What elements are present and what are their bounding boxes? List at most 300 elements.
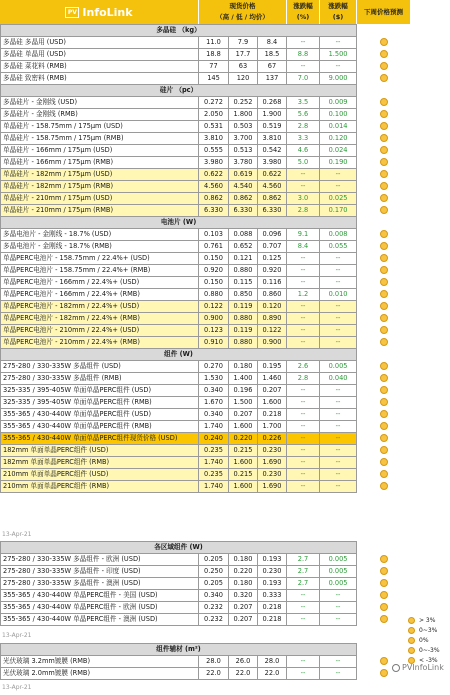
table-row — [1, 457, 411, 469]
forecast-emoji-icon — [380, 314, 388, 322]
cell-l: 0.088 — [229, 229, 258, 241]
cell-a: 18.5 — [258, 49, 287, 61]
section-title: 硅片 （pc） — [1, 85, 357, 97]
forecast-emoji-icon — [380, 38, 388, 46]
logo-text: InfoLink — [82, 5, 133, 19]
section-header — [1, 85, 411, 97]
cell-name: 单晶硅片 - 166mm / 175μm (RMB) — [1, 157, 199, 169]
section-title: 组件 (W) — [1, 349, 357, 361]
cell-d: -- — [320, 181, 357, 193]
cell-d: -- — [320, 481, 357, 493]
cell-name: 单晶PERC电池片 - 158.75mm / 22.4%+ (RMB) — [1, 265, 199, 277]
cell-a: 0.193 — [258, 554, 287, 566]
cell-name: 多晶硅 致密料 (RMB) — [1, 73, 199, 85]
cell-l: 7.9 — [229, 37, 258, 49]
date-label: 13-Apr-21 — [2, 632, 32, 639]
cell-name: 多晶硅片 - 金刚线 (USD) — [1, 97, 199, 109]
table-row — [1, 109, 411, 121]
cell-p: 2.7 — [287, 578, 320, 590]
price-column-header — [198, 0, 286, 24]
cell-a: 3.980 — [258, 157, 287, 169]
cell-l: 0.207 — [229, 614, 258, 626]
cell-d: -- — [320, 61, 357, 73]
cell-name: 单晶PERC电池片 - 182mm / 22.4%+ (RMB) — [1, 313, 199, 325]
cell-l: 1.600 — [229, 457, 258, 469]
forecast-emoji-icon — [380, 398, 388, 406]
cell-h: 145 — [199, 73, 229, 85]
forecast-emoji-icon — [380, 74, 388, 82]
section-title: 组件辅材 (m²) — [1, 644, 357, 656]
cell-a: 67 — [258, 61, 287, 73]
cell-a: 0.193 — [258, 578, 287, 590]
cell-p: 3.0 — [287, 193, 320, 205]
table-row — [1, 61, 411, 73]
cell-p: 2.8 — [287, 373, 320, 385]
cell-name: 多晶硅 菜花料 (RMB) — [1, 61, 199, 73]
cell-p: -- — [287, 409, 320, 421]
forecast-emoji-icon — [380, 134, 388, 142]
legend-label: > 3% — [419, 616, 436, 624]
legend-label: 0~-3% — [419, 646, 440, 654]
table-row — [1, 97, 411, 109]
table-row — [1, 421, 411, 433]
cell-d: -- — [320, 397, 357, 409]
table-row — [1, 590, 411, 602]
cell-d: -- — [320, 445, 357, 457]
table-row — [1, 373, 411, 385]
forecast-emoji-icon — [380, 362, 388, 370]
cell-h: 0.235 — [199, 445, 229, 457]
cell-d: 0.008 — [320, 229, 357, 241]
cell-d: 0.005 — [320, 554, 357, 566]
cell-h: 0.122 — [199, 301, 229, 313]
cell-d: -- — [320, 457, 357, 469]
table-row — [1, 602, 411, 614]
cell-p: 7.0 — [287, 73, 320, 85]
cell-p: -- — [287, 457, 320, 469]
price-header-label: 现货价格 — [229, 2, 256, 10]
cell-p: -- — [287, 301, 320, 313]
cell-p: -- — [287, 181, 320, 193]
cell-l: 0.880 — [229, 265, 258, 277]
cell-name: 210mm 单面单晶PERC组件 (RMB) — [1, 481, 199, 493]
cell-name: 多晶电池片 - 金刚线 - 18.7% (USD) — [1, 229, 199, 241]
cell-a: 1.690 — [258, 457, 287, 469]
table-row — [1, 229, 411, 241]
table-header — [0, 0, 450, 24]
table-row — [1, 554, 411, 566]
cell-d: -- — [320, 433, 357, 445]
forecast-emoji-icon — [380, 386, 388, 394]
cell-l: 0.880 — [229, 313, 258, 325]
cell-l: 1.800 — [229, 109, 258, 121]
cell-a: 6.330 — [258, 205, 287, 217]
cell-name: 275-280 / 330-335W 多晶组件 - 澳洲 (USD) — [1, 578, 199, 590]
watermark — [392, 663, 444, 672]
cell-d: 1.500 — [320, 49, 357, 61]
forecast-emoji-icon — [380, 591, 388, 599]
cell-h: 1.740 — [199, 457, 229, 469]
cell-name: 单晶PERC电池片 - 182mm / 22.4%+ (USD) — [1, 301, 199, 313]
cell-name: 光伏玻璃 3.2mm镀膜 (RMB) — [1, 656, 199, 668]
forecast-emoji-icon — [380, 254, 388, 262]
cell-a: 0.862 — [258, 193, 287, 205]
cell-d: 9.000 — [320, 73, 357, 85]
table-row — [1, 133, 411, 145]
cell-h: 0.272 — [199, 97, 229, 109]
price-header-sub: （高 / 低 / 均价） — [216, 13, 269, 21]
cell-h: 0.150 — [199, 253, 229, 265]
cell-p: 2.6 — [287, 361, 320, 373]
change-abs-header — [319, 0, 356, 24]
cell-name: 355-365 / 430-440W 单晶PERC组件 - 美国 (USD) — [1, 590, 199, 602]
cell-p: -- — [287, 656, 320, 668]
cell-l: 6.330 — [229, 205, 258, 217]
cell-l: 3.700 — [229, 133, 258, 145]
cell-p: 5.0 — [287, 157, 320, 169]
emoji-icon — [408, 637, 415, 644]
cell-l: 0.862 — [229, 193, 258, 205]
cell-p: -- — [287, 265, 320, 277]
cell-a: 137 — [258, 73, 287, 85]
cell-p: -- — [287, 37, 320, 49]
change-abs-label: 涨跌幅 — [328, 2, 348, 10]
forecast-emoji-icon — [380, 182, 388, 190]
cell-d: 0.024 — [320, 145, 357, 157]
cell-a: 0.707 — [258, 241, 287, 253]
aux-table — [0, 643, 411, 680]
cell-d: -- — [320, 313, 357, 325]
cell-d: -- — [320, 469, 357, 481]
forecast-emoji-icon — [380, 338, 388, 346]
cell-name: 单晶硅片 - 210mm / 175μm (USD) — [1, 193, 199, 205]
cell-h: 22.0 — [199, 668, 229, 680]
cell-l: 0.252 — [229, 97, 258, 109]
forecast-emoji-icon — [380, 230, 388, 238]
cell-a: 0.122 — [258, 325, 287, 337]
cell-p: -- — [287, 253, 320, 265]
cell-a: 0.920 — [258, 265, 287, 277]
table-row — [1, 337, 411, 349]
cell-h: 0.531 — [199, 121, 229, 133]
cell-l: 0.880 — [229, 337, 258, 349]
table-row — [1, 325, 411, 337]
cell-name: 多晶电池片 - 金刚线 - 18.7% (RMB) — [1, 241, 199, 253]
date-label: 13-Apr-21 — [2, 684, 32, 691]
cell-d: -- — [320, 590, 357, 602]
logo — [0, 0, 198, 24]
table-row — [1, 121, 411, 133]
cell-a: 0.120 — [258, 301, 287, 313]
cell-name: 210mm 单面单晶PERC组件 (USD) — [1, 469, 199, 481]
cell-h: 0.880 — [199, 289, 229, 301]
cell-a: 0.268 — [258, 97, 287, 109]
cell-a: 1.690 — [258, 481, 287, 493]
forecast-emoji-icon — [380, 374, 388, 382]
cell-p: -- — [287, 313, 320, 325]
table-row — [1, 361, 411, 373]
change-pct-header — [286, 0, 319, 24]
cell-p: 8.4 — [287, 241, 320, 253]
cell-l: 0.207 — [229, 602, 258, 614]
cell-p: -- — [287, 421, 320, 433]
cell-name: 275-280 / 330-335W 多晶组件 - 欧洲 (USD) — [1, 554, 199, 566]
cell-l: 0.196 — [229, 385, 258, 397]
cell-a: 0.195 — [258, 361, 287, 373]
cell-p: 3.5 — [287, 97, 320, 109]
cell-a: 0.519 — [258, 121, 287, 133]
cell-l: 0.220 — [229, 433, 258, 445]
change-pct-label: 涨跌幅 — [293, 2, 313, 10]
cell-name: 单晶PERC电池片 - 158.75mm / 22.4%+ (USD) — [1, 253, 199, 265]
legend-item — [408, 645, 440, 655]
section-title: 多晶硅 （kg） — [1, 25, 357, 37]
table-row — [1, 433, 411, 445]
forecast-emoji-icon — [380, 458, 388, 466]
cell-d: 0.170 — [320, 205, 357, 217]
cell-h: 1.740 — [199, 421, 229, 433]
cell-name: 单晶PERC电池片 - 210mm / 22.4%+ (RMB) — [1, 337, 199, 349]
cell-name: 多晶硅 单晶用 (USD) — [1, 49, 199, 61]
cell-name: 单晶PERC电池片 - 210mm / 22.4%+ (USD) — [1, 325, 199, 337]
cell-a: 0.218 — [258, 614, 287, 626]
cell-a: 0.890 — [258, 313, 287, 325]
cell-l: 63 — [229, 61, 258, 73]
change-abs-sub: ($) — [332, 13, 344, 21]
cell-a: 28.0 — [258, 656, 287, 668]
table-row — [1, 481, 411, 493]
cell-p: 1.2 — [287, 289, 320, 301]
cell-d: 0.005 — [320, 578, 357, 590]
forecast-emoji-icon — [380, 603, 388, 611]
forecast-emoji-icon — [380, 669, 388, 677]
forecast-emoji-icon — [380, 146, 388, 154]
cell-a: 1.900 — [258, 109, 287, 121]
cell-h: 18.8 — [199, 49, 229, 61]
cell-h: 0.205 — [199, 578, 229, 590]
table-row — [1, 157, 411, 169]
cell-p: -- — [287, 277, 320, 289]
forecast-emoji-icon — [380, 567, 388, 575]
cell-l: 22.0 — [229, 668, 258, 680]
cell-p: -- — [287, 481, 320, 493]
table-row — [1, 668, 411, 680]
cell-l: 0.119 — [229, 301, 258, 313]
cell-p: -- — [287, 590, 320, 602]
cell-d: -- — [320, 421, 357, 433]
cell-name: 单晶PERC电池片 - 166mm / 22.4%+ (RMB) — [1, 289, 199, 301]
cell-l: 0.180 — [229, 578, 258, 590]
cell-l: 0.215 — [229, 445, 258, 457]
cell-a: 1.460 — [258, 373, 287, 385]
wechat-icon — [392, 664, 400, 672]
cell-d: -- — [320, 656, 357, 668]
cell-l: 1.600 — [229, 421, 258, 433]
cell-h: 0.150 — [199, 277, 229, 289]
forecast-emoji-icon — [380, 657, 388, 665]
cell-h: 0.761 — [199, 241, 229, 253]
table-row — [1, 289, 411, 301]
cell-a: 0.207 — [258, 385, 287, 397]
legend-item — [408, 635, 440, 645]
cell-name: 单晶硅片 - 210mm / 175μm (RMB) — [1, 205, 199, 217]
cell-h: 0.205 — [199, 554, 229, 566]
cell-a: 0.230 — [258, 469, 287, 481]
cell-a: 0.230 — [258, 445, 287, 457]
table-row — [1, 277, 411, 289]
cell-name: 275-280 / 330-335W 多晶组件 - 印度 (USD) — [1, 566, 199, 578]
cell-d: -- — [320, 602, 357, 614]
cell-a: 0.116 — [258, 277, 287, 289]
cell-h: 2.050 — [199, 109, 229, 121]
cell-p: -- — [287, 614, 320, 626]
cell-d: -- — [320, 325, 357, 337]
cell-h: 0.622 — [199, 169, 229, 181]
cell-d: 0.100 — [320, 109, 357, 121]
forecast-emoji-icon — [380, 290, 388, 298]
cell-l: 1.400 — [229, 373, 258, 385]
section-title: 电池片 (W) — [1, 217, 357, 229]
cell-a: 0.125 — [258, 253, 287, 265]
emoji-icon — [408, 627, 415, 634]
cell-name: 单晶硅片 - 158.75mm / 175μm (USD) — [1, 121, 199, 133]
logo-icon: PV — [65, 7, 79, 18]
cell-name: 355-365 / 430-440W 单面单晶PERC组件现货价格 (USD) — [1, 433, 199, 445]
emoji-icon — [408, 617, 415, 624]
cell-name: 355-365 / 430-440W 单晶PERC组件 - 澳洲 (USD) — [1, 614, 199, 626]
cell-name: 单晶PERC电池片 - 166mm / 22.4%+ (USD) — [1, 277, 199, 289]
cell-l: 0.619 — [229, 169, 258, 181]
cell-d: -- — [320, 668, 357, 680]
forecast-emoji-icon — [380, 242, 388, 250]
cell-l: 120 — [229, 73, 258, 85]
date-label: 13-Apr-21 — [2, 531, 32, 538]
table-row — [1, 578, 411, 590]
table-row — [1, 265, 411, 277]
forecast-emoji-icon — [380, 302, 388, 310]
cell-name: 355-365 / 430-440W 单面单晶PERC组件 (USD) — [1, 409, 199, 421]
cell-l: 4.540 — [229, 181, 258, 193]
cell-d: -- — [320, 277, 357, 289]
table-row — [1, 37, 411, 49]
cell-a: 0.860 — [258, 289, 287, 301]
section-header — [1, 644, 411, 656]
cell-a: 0.900 — [258, 337, 287, 349]
cell-h: 0.240 — [199, 433, 229, 445]
cell-p: 2.8 — [287, 121, 320, 133]
cell-h: 0.270 — [199, 361, 229, 373]
watermark-text: PVInfoLink — [402, 663, 444, 672]
cell-h: 0.340 — [199, 385, 229, 397]
cell-p: -- — [287, 445, 320, 457]
table-row — [1, 241, 411, 253]
cell-d: -- — [320, 614, 357, 626]
forecast-emoji-icon — [380, 98, 388, 106]
cell-a: 3.810 — [258, 133, 287, 145]
table-row — [1, 193, 411, 205]
table-row — [1, 409, 411, 421]
cell-a: 1.600 — [258, 397, 287, 409]
cell-name: 单晶硅片 - 182mm / 175μm (RMB) — [1, 181, 199, 193]
cell-p: -- — [287, 385, 320, 397]
cell-a: 0.096 — [258, 229, 287, 241]
cell-h: 0.900 — [199, 313, 229, 325]
cell-d: 0.040 — [320, 373, 357, 385]
cell-a: 0.542 — [258, 145, 287, 157]
cell-p: -- — [287, 325, 320, 337]
section-header — [1, 542, 411, 554]
cell-h: 0.910 — [199, 337, 229, 349]
cell-l: 17.7 — [229, 49, 258, 61]
cell-l: 0.320 — [229, 590, 258, 602]
cell-name: 355-365 / 430-440W 单面单晶PERC组件 (RMB) — [1, 421, 199, 433]
section-header — [1, 25, 411, 37]
cell-name: 多晶硅 多晶用 (USD) — [1, 37, 199, 49]
cell-p: 5.6 — [287, 109, 320, 121]
cell-name: 单晶硅片 - 158.75mm / 175μm (RMB) — [1, 133, 199, 145]
cell-name: 325-335 / 395-405W 单面单晶PERC组件 (RMB) — [1, 397, 199, 409]
cell-a: 0.218 — [258, 409, 287, 421]
cell-h: 0.232 — [199, 602, 229, 614]
cell-p: -- — [287, 397, 320, 409]
forecast-emoji-icon — [380, 410, 388, 418]
cell-l: 0.119 — [229, 325, 258, 337]
cell-a: 0.226 — [258, 433, 287, 445]
cell-h: 1.530 — [199, 373, 229, 385]
forecast-emoji-icon — [380, 579, 388, 587]
cell-p: 3.3 — [287, 133, 320, 145]
table-row — [1, 169, 411, 181]
cell-d: -- — [320, 169, 357, 181]
cell-l: 0.220 — [229, 566, 258, 578]
cell-a: 1.700 — [258, 421, 287, 433]
cell-h: 0.340 — [199, 409, 229, 421]
forecast-emoji-icon — [380, 326, 388, 334]
cell-l: 0.180 — [229, 361, 258, 373]
cell-name: 单晶硅片 - 182mm / 175μm (USD) — [1, 169, 199, 181]
forecast-emoji-icon — [380, 62, 388, 70]
cell-d: 0.014 — [320, 121, 357, 133]
cell-p: -- — [287, 169, 320, 181]
cell-a: 4.560 — [258, 181, 287, 193]
cell-d: -- — [320, 265, 357, 277]
table-row — [1, 73, 411, 85]
cell-l: 0.503 — [229, 121, 258, 133]
legend-item — [408, 615, 440, 625]
cell-a: 0.218 — [258, 602, 287, 614]
forecast-emoji-icon — [380, 206, 388, 214]
cell-d: -- — [320, 253, 357, 265]
cell-p: -- — [287, 433, 320, 445]
cell-h: 0.862 — [199, 193, 229, 205]
table-row — [1, 656, 411, 668]
table-row — [1, 445, 411, 457]
cell-l: 1.500 — [229, 397, 258, 409]
cell-h: 0.250 — [199, 566, 229, 578]
cell-h: 0.920 — [199, 265, 229, 277]
cell-name: 182mm 单面单晶PERC组件 (USD) — [1, 445, 199, 457]
cell-h: 0.232 — [199, 614, 229, 626]
legend-label: < -3% — [419, 656, 438, 664]
forecast-emoji-icon — [380, 170, 388, 178]
emoji-icon — [408, 647, 415, 654]
cell-h: 4.560 — [199, 181, 229, 193]
cell-p: -- — [287, 469, 320, 481]
legend-label: 0~3% — [419, 626, 438, 634]
cell-h: 1.740 — [199, 481, 229, 493]
table-row — [1, 145, 411, 157]
change-pct-sub: (%) — [296, 13, 310, 21]
